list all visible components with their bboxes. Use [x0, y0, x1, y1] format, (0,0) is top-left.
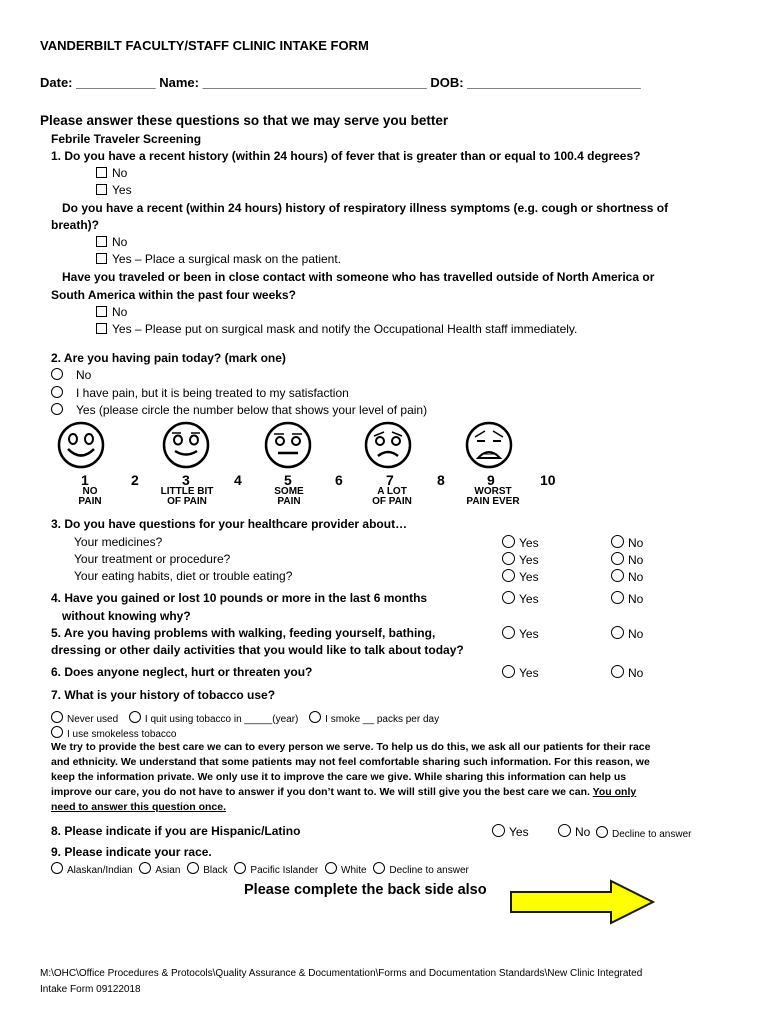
race-alaskan-option[interactable]: Alaskan/Indian: [51, 865, 133, 876]
notice-line-3: keep the information private. We only use it to improve the care we give. While sharing this information can help us: [51, 771, 627, 783]
q3a-no-option[interactable]: No: [611, 535, 643, 550]
radio[interactable]: [51, 403, 63, 415]
pain-option-yes[interactable]: Yes (please circle the number below that shows your level of pain): [51, 403, 427, 417]
question-8: 8. Please indicate if you are Hispanic/Latino: [51, 824, 301, 838]
back-side-note: Please complete the back side also: [244, 882, 487, 898]
notice-line-5: need to answer this question once.: [51, 801, 227, 813]
tobacco-smoke-option[interactable]: I smoke __ packs per day: [309, 714, 439, 725]
race-decline-option[interactable]: Decline to answer: [373, 865, 468, 876]
q1b-yes-option[interactable]: Yes – Place a surgical mask on the patient.: [96, 252, 341, 266]
race-pacific-islander-option[interactable]: Pacific Islander: [234, 865, 318, 876]
footer-path-line1: M:\OHC\Office Procedures & Protocols\Quality Assurance & Documentation\Forms and Documentation Standards\New Clinic Integrated: [40, 968, 643, 979]
intro-text: Please answer these questions so that we may serve you better: [40, 113, 449, 128]
checkbox[interactable]: [96, 323, 107, 334]
radio[interactable]: [187, 862, 199, 874]
notice-line-1: We try to provide the best care we can to every person we serve. To help us do this, we ask all our patients for their race: [51, 741, 651, 753]
radio[interactable]: [51, 726, 63, 738]
notice-line-4: improve our care, you do not have to answer if you don’t want to. We will still give you the best care we can. You only: [51, 786, 637, 798]
q3b-no-option[interactable]: No: [611, 552, 643, 567]
q3a-yes-option[interactable]: Yes: [502, 535, 539, 550]
checkbox[interactable]: [96, 253, 107, 264]
q4-no-option[interactable]: No: [611, 591, 643, 606]
q3b-yes-option[interactable]: Yes: [502, 552, 539, 567]
radio[interactable]: [492, 824, 505, 837]
pain-scale-9[interactable]: 9: [487, 472, 495, 488]
pain-label-worst: WORST PAIN EVER: [466, 486, 520, 507]
question-5-line1: 5. Are you having problems with walking, feeding yourself, bathing,: [51, 626, 436, 640]
q6-no-option[interactable]: No: [611, 665, 643, 680]
q1c-no-option[interactable]: No: [96, 305, 127, 319]
question-2: 2. Are you having pain today? (mark one): [51, 351, 286, 365]
race-white-option[interactable]: White: [325, 865, 367, 876]
tobacco-quit-option[interactable]: I quit using tobacco in _____(year): [129, 714, 298, 725]
notice-line-2: and ethnicity. We understand that some patients may not feel comfortable sharing such information. For this reason, we: [51, 756, 650, 768]
radio[interactable]: [611, 535, 624, 548]
q3-item-treatment: Your treatment or procedure?: [74, 552, 231, 566]
pain-scale-5[interactable]: 5: [284, 472, 292, 488]
race-options-row: [51, 862, 469, 876]
radio[interactable]: [129, 711, 141, 723]
pain-label-a-lot: A LOT OF PAIN: [372, 486, 412, 507]
pain-scale-2[interactable]: 2: [131, 472, 139, 488]
q8-yes-option[interactable]: Yes: [492, 824, 529, 839]
radio[interactable]: [51, 386, 63, 398]
pain-label-no-pain: NO PAIN: [78, 486, 102, 507]
tobacco-never-option[interactable]: Never used: [51, 714, 118, 725]
checkbox[interactable]: [96, 184, 107, 195]
q6-yes-option[interactable]: Yes: [502, 665, 539, 680]
q8-no-option[interactable]: No: [558, 824, 590, 839]
tobacco-smokeless-option[interactable]: I use smokeless tobacco: [51, 726, 177, 740]
footer-path-line2: Intake Form 09122018: [40, 984, 141, 995]
pain-scale-3[interactable]: 3: [182, 472, 190, 488]
question-1: 1. Do you have a recent history (within 24 hours) of fever that is greater than or equal to 100.4 degrees?: [51, 149, 641, 163]
q1b-no-option[interactable]: No: [96, 235, 127, 249]
radio[interactable]: [51, 711, 63, 723]
face-no-pain-icon: [56, 420, 106, 470]
q1-yes-option[interactable]: Yes: [96, 183, 132, 197]
radio[interactable]: [611, 665, 624, 678]
q3c-yes-option[interactable]: Yes: [502, 569, 539, 584]
radio[interactable]: [611, 591, 624, 604]
question-3: 3. Do you have questions for your healthcare provider about…: [51, 517, 408, 531]
radio[interactable]: [611, 626, 624, 639]
question-5-line2: dressing or other daily activities that you would like to talk about today?: [51, 643, 464, 657]
radio[interactable]: [502, 535, 515, 548]
radio[interactable]: [502, 552, 515, 565]
radio[interactable]: [502, 665, 515, 678]
radio[interactable]: [611, 569, 624, 582]
face-worst-pain-icon: [464, 420, 514, 470]
face-lot-of-pain-icon: [363, 420, 413, 470]
radio[interactable]: [558, 824, 571, 837]
pain-scale-8[interactable]: 8: [437, 472, 445, 488]
radio[interactable]: [139, 862, 151, 874]
pain-scale-1[interactable]: 1: [81, 472, 89, 488]
pain-scale-10[interactable]: 10: [540, 472, 556, 488]
right-arrow-icon: [508, 878, 658, 926]
pain-option-no[interactable]: No: [51, 368, 91, 382]
question-1b-line2: breath)?: [51, 218, 99, 232]
date-name-dob-line[interactable]: Date: ___________ Name: _______________________________ DOB: ________________________: [40, 75, 641, 90]
question-7: 7. What is your history of tobacco use?: [51, 688, 276, 702]
febrile-heading: Febrile Traveler Screening: [51, 132, 202, 146]
race-asian-option[interactable]: Asian: [139, 865, 180, 876]
pain-label-some: SOME PAIN: [274, 486, 304, 507]
radio[interactable]: [502, 626, 515, 639]
question-1c-line2: South America within the past four weeks?: [51, 288, 296, 302]
radio[interactable]: [309, 711, 321, 723]
checkbox[interactable]: [96, 167, 107, 178]
pain-scale-4[interactable]: 4: [234, 472, 242, 488]
radio[interactable]: [325, 862, 337, 874]
radio[interactable]: [502, 591, 515, 604]
q5-no-option[interactable]: No: [611, 626, 643, 641]
question-1b-line1: Do you have a recent (within 24 hours) history of respiratory illness symptoms (e.g. cough or shortness of: [62, 201, 669, 215]
question-4-line1: 4. Have you gained or lost 10 pounds or more in the last 6 months: [51, 591, 428, 605]
radio[interactable]: [596, 826, 608, 838]
radio[interactable]: [234, 862, 246, 874]
radio[interactable]: [502, 569, 515, 582]
radio[interactable]: [51, 862, 63, 874]
radio[interactable]: [373, 862, 385, 874]
tobacco-options-row: [51, 711, 439, 725]
checkbox[interactable]: [96, 236, 107, 247]
question-6: 6. Does anyone neglect, hurt or threaten you?: [51, 665, 313, 679]
q3-item-medicines: Your medicines?: [74, 535, 163, 549]
radio[interactable]: [51, 368, 63, 380]
question-4-line2: without knowing why?: [62, 609, 191, 623]
q3c-no-option[interactable]: No: [611, 569, 643, 584]
pain-scale-7[interactable]: 7: [386, 472, 394, 488]
checkbox[interactable]: [96, 306, 107, 317]
q8-decline-option[interactable]: Decline to answer: [596, 826, 691, 840]
face-some-pain-icon: [263, 420, 313, 470]
question-9: 9. Please indicate your race.: [51, 845, 212, 859]
q4-yes-option[interactable]: Yes: [502, 591, 539, 606]
q5-yes-option[interactable]: Yes: [502, 626, 539, 641]
face-little-pain-icon: [161, 420, 211, 470]
q1-no-option[interactable]: No: [96, 166, 127, 180]
race-black-option[interactable]: Black: [187, 865, 227, 876]
pain-scale-6[interactable]: 6: [335, 472, 343, 488]
pain-label-little-bit: LITTLE BIT OF PAIN: [160, 486, 214, 507]
pain-option-treated[interactable]: I have pain, but it is being treated to my satisfaction: [51, 386, 349, 400]
q1c-yes-option[interactable]: Yes – Please put on surgical mask and notify the Occupational Health staff immediately.: [96, 322, 577, 336]
radio[interactable]: [611, 552, 624, 565]
form-title: VANDERBILT FACULTY/STAFF CLINIC INTAKE FORM: [40, 38, 369, 53]
question-1c-line1: Have you traveled or been in close contact with someone who has travelled outside of North America or: [62, 270, 655, 284]
q3-item-eating: Your eating habits, diet or trouble eating?: [74, 569, 293, 583]
